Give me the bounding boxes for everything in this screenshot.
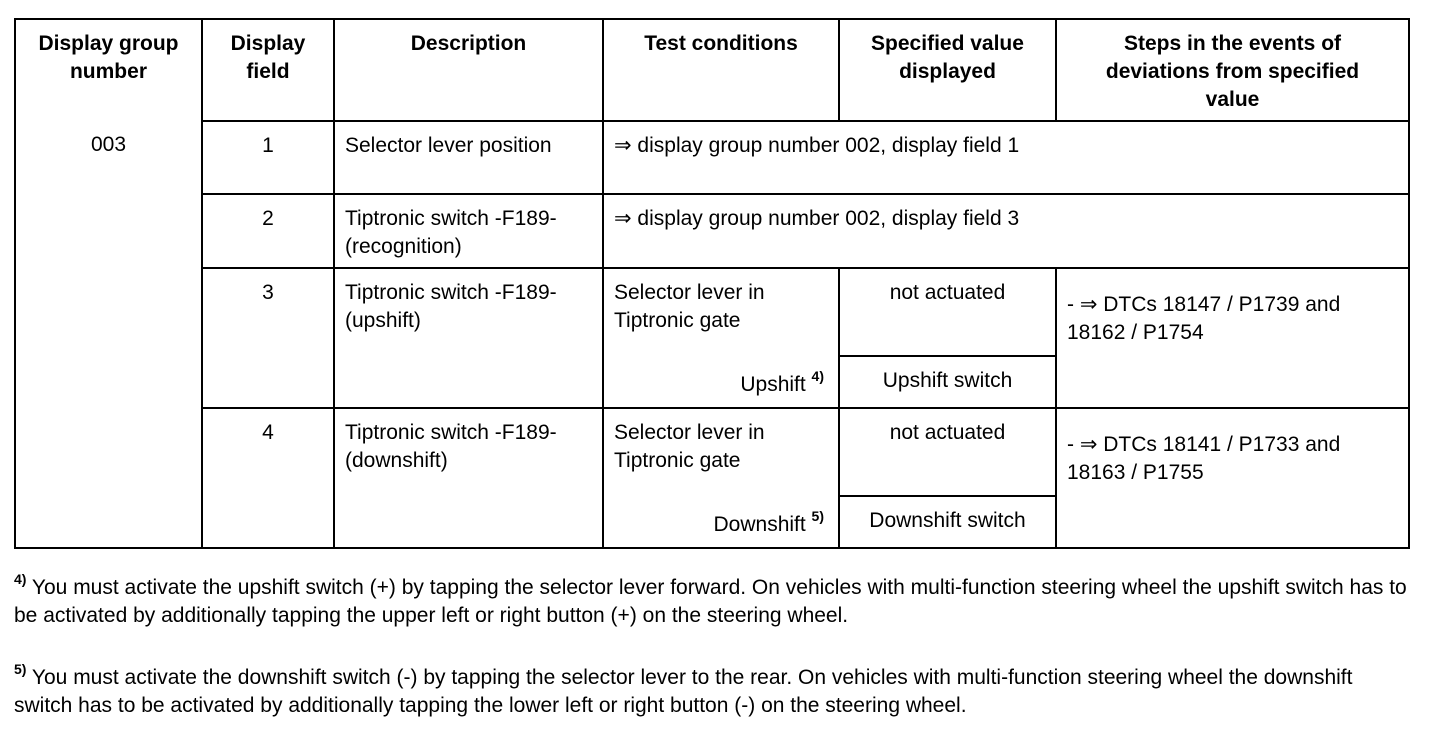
field-number-cell: 3 xyxy=(202,268,334,408)
footnote-text: You must activate the upshift switch (+) by tapping the selector lever forward. On vehicles with multi-function steering wheel the upshift switch has to be activated by additionally tapping the upper left or right button (+) on the steering wheel. xyxy=(14,576,1407,627)
description-cell: Selector lever position xyxy=(334,121,603,194)
shift-label: Downshift xyxy=(713,513,806,536)
specified-value-cell xyxy=(839,268,1056,408)
reference-cell: ⇒ display group number 002, display field 3 xyxy=(603,194,1409,268)
test-conditions-cell xyxy=(603,268,839,408)
steps-cell: - ⇒ DTCs 18141 / P1733 and 18163 / P1755 xyxy=(1056,408,1409,548)
header-steps-deviations: Steps in the events of deviations from specified value xyxy=(1056,19,1409,121)
footnote-4 xyxy=(14,571,1414,630)
specified-value-cell xyxy=(839,408,1056,548)
header-display-field: Display field xyxy=(202,19,334,121)
footnote-ref: 4) xyxy=(811,368,824,384)
steps-cell: - ⇒ DTCs 18147 / P1739 and 18162 / P1754 xyxy=(1056,268,1409,408)
footnote-mark: 5) xyxy=(14,661,27,677)
description-cell: Tiptronic switch -F189- (recognition) xyxy=(334,194,603,268)
test-condition-text: Selector lever in Tiptronic gate xyxy=(614,421,765,472)
table-row xyxy=(15,121,1409,194)
header-description: Description xyxy=(334,19,603,121)
spec-value-not-actuated: not actuated xyxy=(840,269,1055,357)
diagnostic-table-wrapper xyxy=(14,18,1408,549)
table-header-row xyxy=(15,19,1409,121)
description-cell: Tiptronic switch -F189- (upshift) xyxy=(334,268,603,408)
table-row xyxy=(15,268,1409,408)
header-display-group-number: Display group number xyxy=(15,19,202,121)
spec-value-switch: Downshift switch xyxy=(869,509,1026,532)
test-shift-direction xyxy=(713,508,825,539)
description-cell: Tiptronic switch -F189- (downshift) xyxy=(334,408,603,548)
table-row xyxy=(15,194,1409,268)
group-number-cell: 003 xyxy=(15,121,202,548)
field-number-cell: 2 xyxy=(202,194,334,268)
test-condition-text: Selector lever in Tiptronic gate xyxy=(614,281,765,332)
spec-value-switch: Upshift switch xyxy=(882,369,1013,392)
field-number-cell: 1 xyxy=(202,121,334,194)
footnote-5 xyxy=(14,661,1414,720)
table-row xyxy=(15,408,1409,548)
test-shift-direction xyxy=(740,368,824,399)
footnotes-section xyxy=(14,571,1414,754)
header-test-conditions: Test conditions xyxy=(603,19,839,121)
reference-cell: ⇒ display group number 002, display field 1 xyxy=(603,121,1409,194)
spec-value-not-actuated: not actuated xyxy=(840,409,1055,497)
display-group-table xyxy=(14,18,1410,549)
test-conditions-cell xyxy=(603,408,839,548)
header-specified-value: Specified value displayed xyxy=(839,19,1056,121)
footnote-text: You must activate the downshift switch (-) by tapping the selector lever to the rear. On vehicles with multi-function steering wheel the downshift switch has to be activated by additionally tapping the lower left or right button (-) on the steering wheel. xyxy=(14,666,1353,717)
shift-label: Upshift xyxy=(740,373,806,396)
footnote-ref: 5) xyxy=(811,508,824,524)
footnote-mark: 4) xyxy=(14,571,27,587)
field-number-cell: 4 xyxy=(202,408,334,548)
